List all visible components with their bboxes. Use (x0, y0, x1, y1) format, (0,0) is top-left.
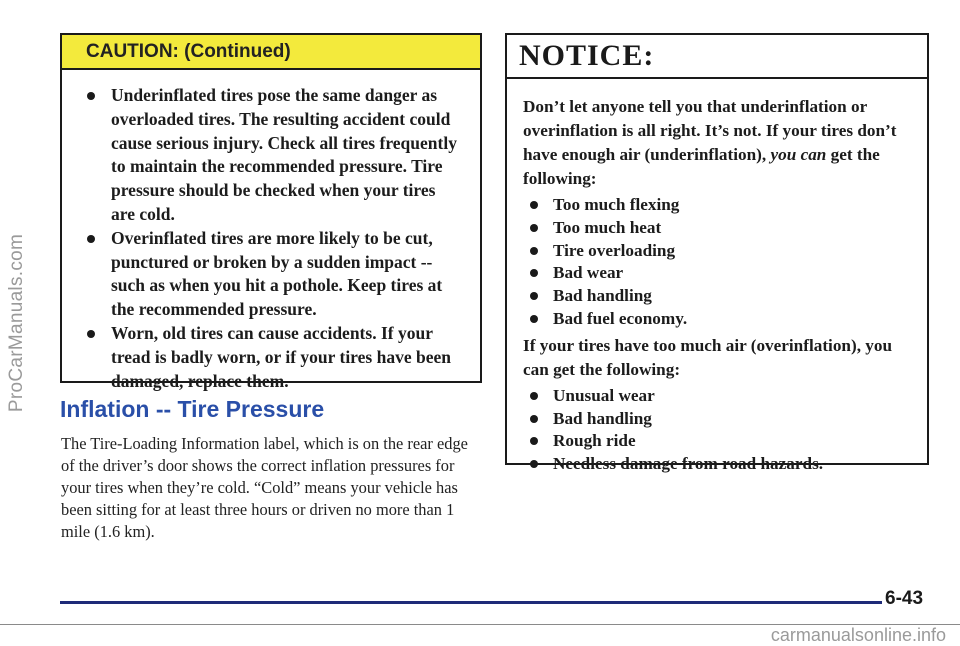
bullet-icon (530, 292, 538, 300)
notice-header: NOTICE: (507, 35, 927, 79)
list-item (76, 322, 460, 393)
list-item (523, 194, 907, 217)
caution-list (62, 70, 480, 393)
notice-intro-emphasis: you can (770, 145, 827, 164)
overinflation-effects-list (523, 385, 907, 476)
bullet-icon (530, 247, 538, 255)
bullet-icon (530, 437, 538, 445)
notice-content (507, 79, 927, 476)
list-item (523, 308, 907, 331)
bullet-icon (530, 415, 538, 423)
list-item (523, 385, 907, 408)
list-item-text: Too much heat (553, 217, 662, 237)
list-item (523, 262, 907, 285)
section-body-text: The Tire-Loading Information label, which is on the rear edge of the driver’s door shows the correct inflation pressures for your tires when they’re cold. “Cold” means your vehicle has been sitting for at least three hours or driven no more than 1 mile (1.6 km). (61, 434, 468, 541)
list-item (76, 84, 460, 227)
caution-header: CAUTION: (Continued) (62, 35, 480, 70)
list-item-text: Too much flexing (553, 195, 680, 214)
caution-box (60, 33, 482, 391)
caution-item-text: Overinflated tires are more likely to be cut, punctured or broken by a sudden impact -- such as when you hit a pothole. Keep tires at the recommended pressure. (111, 227, 443, 320)
list-item-text: Unusual wear (553, 385, 655, 405)
list-item (523, 217, 907, 240)
bottom-watermark: carmanualsonline.info (770, 625, 946, 645)
side-watermark (4, 0, 30, 646)
list-item (523, 453, 907, 476)
bullet-icon (87, 330, 95, 338)
list-item (523, 240, 907, 263)
notice-intro (523, 95, 907, 191)
bullet-icon (87, 92, 95, 100)
bullet-icon (87, 235, 95, 243)
bullet-icon (530, 460, 538, 468)
notice-box (505, 33, 929, 474)
list-item (523, 408, 907, 431)
underinflation-effects-list (523, 194, 907, 331)
caution-item-text: Underinflated tires pose the same danger as overloaded tires. The resulting accident could cause serious injury. Check all tires frequently to maintain the recommended pressure. Tire pressure should be checked when your tires are cold. (111, 85, 457, 224)
bullet-icon (530, 201, 538, 209)
section-heading: Inflation -- Tire Pressure (60, 396, 325, 422)
list-item (76, 227, 460, 322)
bullet-icon (530, 392, 538, 400)
list-item (523, 430, 907, 453)
list-item-text: Bad handling (553, 286, 652, 306)
bullet-icon (530, 269, 538, 277)
bullet-icon (530, 315, 538, 323)
notice-intro-text: Don’t let anyone tell you that underinflation or overinflation is all right. It’s not. If your tires don’t have enough air (underinflation), (523, 97, 897, 164)
notice-intro-tail: get the following: (523, 145, 880, 188)
list-item-text: Bad fuel economy. (553, 308, 688, 328)
page-number: 6-43 (885, 588, 924, 609)
list-item-text: Bad handling (553, 408, 652, 428)
side-watermark-text: ProCarManuals.com (6, 233, 27, 413)
caution-item-text: Worn, old tires can cause accidents. If your tread is badly worn, or if your tires have been damaged, replace them. (111, 322, 451, 391)
list-item-text: Rough ride (553, 431, 636, 451)
footer-rule (60, 601, 882, 604)
list-item-text: Tire overloading (553, 240, 676, 260)
notice-over-intro: If your tires have too much air (overinflation), you can get the following: (523, 335, 893, 379)
list-item-text: Bad wear (553, 263, 624, 283)
bullet-icon (530, 224, 538, 232)
list-item (523, 285, 907, 308)
list-item-text: Needless damage from road hazards. (553, 454, 824, 474)
